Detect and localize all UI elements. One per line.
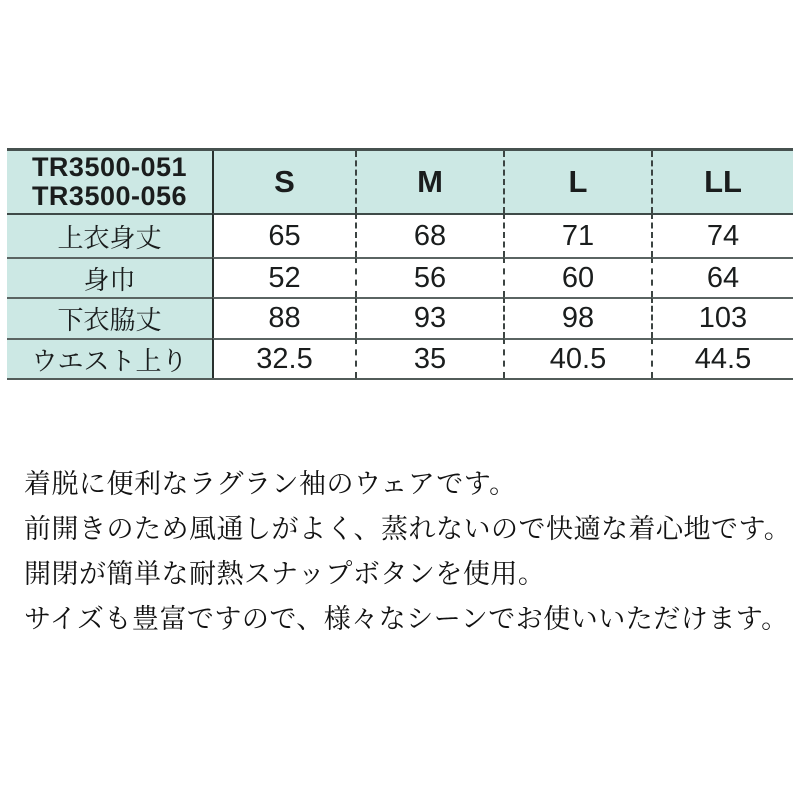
value-top-length-s: 65 <box>212 213 355 257</box>
size-spec-table <box>7 148 793 380</box>
description-line-2: 前開きのため風通しがよく、蒸れないので快適な着心地です。 <box>24 514 792 544</box>
description-line-3: 開閉が簡単な耐熱スナップボタンを使用。 <box>24 559 546 589</box>
model-number-cell <box>7 151 212 213</box>
row-label-top-length: 上衣身丈 <box>7 213 212 257</box>
value-body-width-m: 56 <box>355 257 503 297</box>
value-top-length-m: 68 <box>355 213 503 257</box>
size-header-s: S <box>212 151 355 213</box>
value-waist-s: 32.5 <box>212 338 355 378</box>
value-body-width-l: 60 <box>503 257 651 297</box>
value-body-width-s: 52 <box>212 257 355 297</box>
value-waist-m: 35 <box>355 338 503 378</box>
value-bottom-length-ll: 103 <box>651 297 793 338</box>
value-bottom-length-l: 98 <box>503 297 651 338</box>
value-bottom-length-m: 93 <box>355 297 503 338</box>
row-label-body-width: 身巾 <box>7 257 212 297</box>
value-top-length-ll: 74 <box>651 213 793 257</box>
description-line-4: サイズも豊富ですので、様々なシーンでお使いいただけます。 <box>24 604 789 634</box>
size-header-l: L <box>503 151 651 213</box>
description-line-1: 着脱に便利なラグラン袖のウェアです。 <box>24 469 517 499</box>
value-top-length-l: 71 <box>503 213 651 257</box>
value-waist-ll: 44.5 <box>651 338 793 378</box>
row-label-bottom-length: 下衣脇丈 <box>7 297 212 338</box>
row-label-waist: ウエスト上り <box>7 338 212 378</box>
value-waist-l: 40.5 <box>503 338 651 378</box>
model-number-line-1: TR3500-051 <box>31 152 188 182</box>
size-header-ll: LL <box>651 151 793 213</box>
value-bottom-length-s: 88 <box>212 297 355 338</box>
model-number-line-2: TR3500-056 <box>31 181 188 211</box>
size-header-m: M <box>355 151 503 213</box>
product-description <box>24 462 794 642</box>
value-body-width-ll: 64 <box>651 257 793 297</box>
